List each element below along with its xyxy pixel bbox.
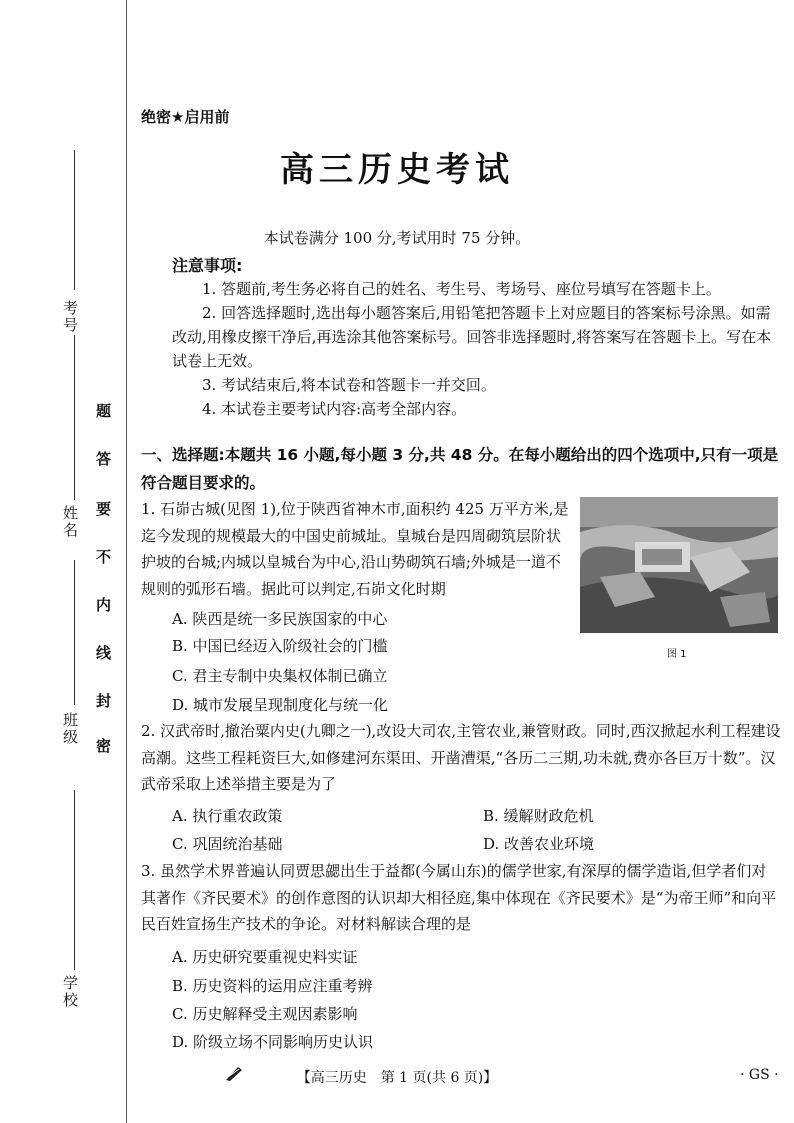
school-blank: [74, 790, 75, 970]
answer-option: A. 陕西是统一多民族国家的中心: [172, 610, 388, 628]
question-stem: 3. 虽然学术界普遍认同贾思勰出生于益都(今属山东)的儒学世家,有深厚的儒学造诣,但学者们对其著作《齐民要术》的创作意图的认识却大相径庭,集中体现在《齐民要术》是“为帝王师”和向平民百姓宣扬生产技术的争论。对材料解读合理的是: [141, 862, 777, 933]
seal-char: 要: [96, 500, 112, 518]
notice-item: 4. 本试卷主要考试内容:高考全部内容。: [202, 400, 467, 418]
notice-item: 3. 考试结束后,将本试卷和答题卡一并交回。: [202, 376, 496, 394]
answer-option: A. 历史研究要重视史料实证: [172, 948, 358, 966]
page-footer: 【高三历史 第 1 页(共 6 页)】: [296, 1070, 498, 1086]
seal-char: 封: [96, 692, 112, 710]
answer-option: B. 历史资料的运用应注重考辨: [172, 977, 373, 995]
class-blank: [74, 560, 75, 705]
notice-heading: 注意事项:: [172, 256, 243, 275]
secret-label: 绝密★启用前: [141, 108, 230, 126]
exam-no-label: 考号: [61, 300, 79, 334]
answer-option: D. 改善农业环境: [483, 835, 595, 853]
answer-option: B. 缓解财政危机: [483, 807, 594, 825]
answer-option: B. 中国已经迈入阶级社会的门槛: [172, 637, 388, 655]
school-label: 学校: [61, 975, 79, 1009]
question-stem: 2. 汉武帝时,撤治粟内史(九卿之一),改设大司农,主管农业,兼管财政。同时,西汉掀起水利工程建设高潮。这些工程耗资巨大,如修建河东渠田、开凿漕渠,“各历二三期,功未就,费亦各巨万十数”。汉武帝采取上述举措主要是为了: [141, 722, 781, 793]
exam-info: 本试卷满分 100 分,考试用时 75 分钟。: [263, 229, 531, 247]
exam-code: · GS ·: [740, 1067, 779, 1083]
figure-caption: 图 1: [667, 649, 687, 660]
seal-char: 内: [96, 596, 112, 614]
notice-item: 2. 回答选择题时,选出每小题答案后,用铅笔把答题卡上对应题目的答案标号涂黑。如需改动,用橡皮擦干净后,再选涂其他答案标号。回答非选择题时,将答案写在答题卡上。写在本试卷上无效。: [172, 304, 772, 370]
class-label: 班级: [61, 712, 79, 746]
answer-option: D. 城市发展呈现制度化与统一化: [172, 696, 389, 714]
section-heading: 一、选择题:本题共 16 小题,每小题 3 分,共 48 分。在每小题给出的四个选项中,只有一项是符合题目要求的。: [141, 446, 779, 492]
seal-char: 答: [96, 450, 112, 468]
shimao-city-photo: [580, 497, 778, 633]
seal-char: 密: [96, 737, 112, 755]
seal-char: 线: [96, 644, 112, 662]
page-title: 高三历史考试: [280, 150, 514, 190]
notice-item: 1. 答题前,考生务必将自己的姓名、考生号、考场号、座位号填写在答题卡上。: [202, 280, 721, 298]
name-blank: [74, 335, 75, 500]
seal-char: 题: [96, 402, 112, 420]
answer-option: A. 执行重农政策: [172, 807, 283, 825]
answer-option: C. 君主专制中央集权体制已确立: [172, 667, 388, 685]
name-label: 姓名: [61, 505, 79, 539]
answer-option: D. 阶级立场不同影响历史认识: [172, 1033, 374, 1051]
question-stem: 1. 石峁古城(见图 1),位于陕西省神木市,面积约 425 万平方米,是迄今发现的规模最大的中国史前城址。皇城台是四周砌筑层阶状护坡的台城;内城以皇城台为中心,沿山势砌筑石墙;外城是一道不规则的弧形石墙。据此可以判定,石峁文化时期: [141, 500, 569, 598]
answer-option: C. 巩固统治基础: [172, 835, 283, 853]
answer-option: C. 历史解释受主观因素影响: [172, 1005, 358, 1023]
seal-char: 不: [96, 548, 112, 566]
